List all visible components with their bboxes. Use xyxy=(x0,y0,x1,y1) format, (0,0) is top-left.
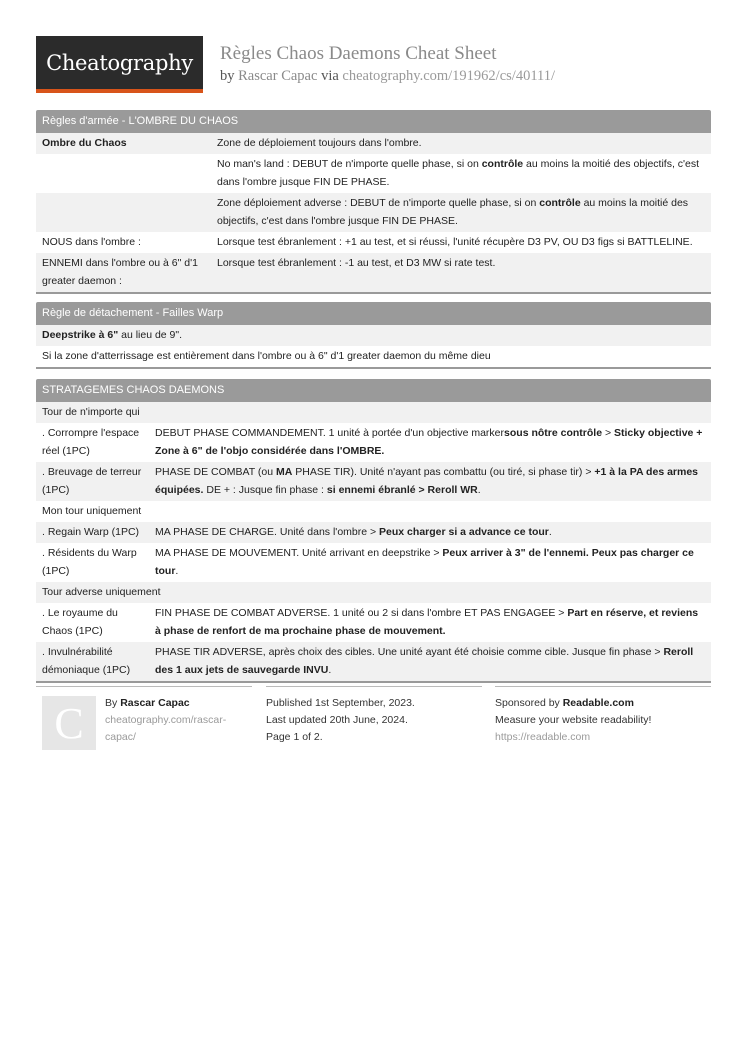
logo-text: Cheatography xyxy=(46,50,193,75)
row-text: Deepstrike à 6" au lieu de 9". xyxy=(42,329,183,341)
table-row xyxy=(36,346,711,367)
row-label: . Corrompre l'espace réel (1PC) xyxy=(42,427,140,457)
row-text: MA PHASE DE MOUVEMENT. Unité arrivant en deepstrike > Peux arriver à 3" de l'ennemi. Peux pas charger ce tour. xyxy=(155,547,694,577)
group-heading: Tour de n'importe qui xyxy=(36,402,711,423)
group-heading: Mon tour uniquement xyxy=(42,505,142,517)
updated-date: Last updated 20th June, 2024. xyxy=(266,714,408,726)
table-row xyxy=(36,154,711,193)
byline: by Rascar Capac via cheatography.com/191962/cs/40111/ xyxy=(220,68,556,84)
published-date: Published 1st September, 2023. xyxy=(266,697,415,709)
row-label: . Breuvage de terreur (1PC) xyxy=(42,466,142,496)
sponsor-tagline: Measure your website readability! xyxy=(495,714,652,726)
table-row xyxy=(36,462,711,501)
section-stratagems xyxy=(36,379,711,683)
sponsor-link[interactable]: Readable.com xyxy=(562,697,634,709)
footer-sponsor: Sponsored by Readable.com Measure your website readability! https://readable.com xyxy=(495,686,711,746)
row-label: NOUS dans l'ombre : xyxy=(42,236,141,248)
row-label: Ombre du Chaos xyxy=(42,137,127,149)
page-title: Règles Chaos Daemons Cheat Sheet xyxy=(220,43,497,64)
section-army-rules xyxy=(36,110,711,294)
section-title: Règle de détachement - Failles Warp xyxy=(36,302,711,325)
footer-author-link[interactable]: Rascar Capac xyxy=(120,697,190,709)
table-row xyxy=(36,325,711,346)
row-label: . Résidents du Warp (1PC) xyxy=(42,547,137,577)
section-detachment-rule xyxy=(36,302,711,369)
page-footer xyxy=(36,686,711,756)
footer-author: C By Rascar Capac cheatography.com/rascar-capac/ xyxy=(36,686,252,746)
section-title: Règles d'armée - L'OMBRE DU CHAOS xyxy=(36,110,711,133)
page-number: Page 1 of 2. xyxy=(266,731,323,743)
footer-author-url[interactable]: cheatography.com/rascar-capac/ xyxy=(105,714,227,743)
table-row xyxy=(36,642,711,681)
row-text: No man's land : DEBUT de n'importe quelle phase, si on contrôle au moins la moitié des objectifs, c'est dans l'ombre jusque FIN DE PHASE. xyxy=(217,158,700,188)
footer-dates xyxy=(266,686,482,746)
table-row xyxy=(36,423,711,462)
table-row xyxy=(36,253,711,292)
row-label: . Invulnérabilité démoniaque (1PC) xyxy=(42,646,131,676)
row-label: . Regain Warp (1PC) xyxy=(42,526,140,538)
row-text: Zone déploiement adverse : DEBUT de n'importe quelle phase, si on contrôle au moins la moitié des objectifs, c'est dans l'ombre jusque FIN DE PHASE. xyxy=(217,197,689,227)
row-text: Si la zone d'atterrissage est entièrement dans l'ombre ou à 6" d'1 greater daemon du même dieu xyxy=(42,350,491,362)
row-text: MA PHASE DE CHARGE. Unité dans l'ombre > Peux charger si a advance ce tour. xyxy=(155,526,552,538)
table-row xyxy=(36,232,711,253)
avatar[interactable]: C xyxy=(42,696,96,750)
table-row xyxy=(36,543,711,582)
author-link[interactable]: Rascar Capac xyxy=(238,68,318,84)
row-text: Lorsque test ébranlement : -1 au test, et D3 MW si rate test. xyxy=(217,257,496,269)
row-label xyxy=(36,193,213,232)
row-text: Lorsque test ébranlement : +1 au test, et si réussi, l'unité récupère D3 PV, OU D3 figs si BATTLELINE. xyxy=(217,236,693,248)
group-heading: Tour adverse uniquement xyxy=(36,582,711,603)
row-text: PHASE DE COMBAT (ou MA PHASE TIR). Unité n'ayant pas combattu (ou tiré, si phase tir) > +1 à la PA des armes équipées. DE + : Jusque fin phase : si ennemi ébranlé > Reroll WR. xyxy=(155,466,699,496)
row-text: DEBUT PHASE COMMANDEMENT. 1 unité à portée d'un objective markersous nôtre contrôle > Sticky objective + Zone à 6" de l'objo considérée dans l'OMBRE. xyxy=(155,427,703,457)
row-label xyxy=(36,154,213,193)
row-text: PHASE TIR ADVERSE, après choix des cibles. Une unité ayant été choisie comme cible. Jusque fin phase > Reroll des 1 aux jets de sauvegarde INVU. xyxy=(155,646,694,676)
table-row xyxy=(36,522,711,543)
table-row xyxy=(36,193,711,232)
row-label: ENNEMI dans l'ombre ou à 6" d'1 greater daemon : xyxy=(42,257,198,287)
row-text: Zone de déploiement toujours dans l'ombre. xyxy=(217,137,422,149)
sponsor-url[interactable]: https://readable.com xyxy=(495,731,591,743)
table-row xyxy=(36,603,711,642)
section-title: STRATAGEMES CHAOS DAEMONS xyxy=(36,379,711,402)
cheatography-logo[interactable] xyxy=(36,36,203,93)
row-label: . Le royaume du Chaos (1PC) xyxy=(42,607,118,637)
title-block xyxy=(220,43,555,85)
row-text: FIN PHASE DE COMBAT ADVERSE. 1 unité ou 2 si dans l'ombre ET PAS ENGAGEE > Part en réserve, et reviens à phase de renfort de ma prochaine phase de mouvement. xyxy=(155,607,699,637)
table-row xyxy=(36,133,711,154)
sheet-url-link[interactable]: cheatography.com/191962/cs/40111/ xyxy=(342,68,556,84)
